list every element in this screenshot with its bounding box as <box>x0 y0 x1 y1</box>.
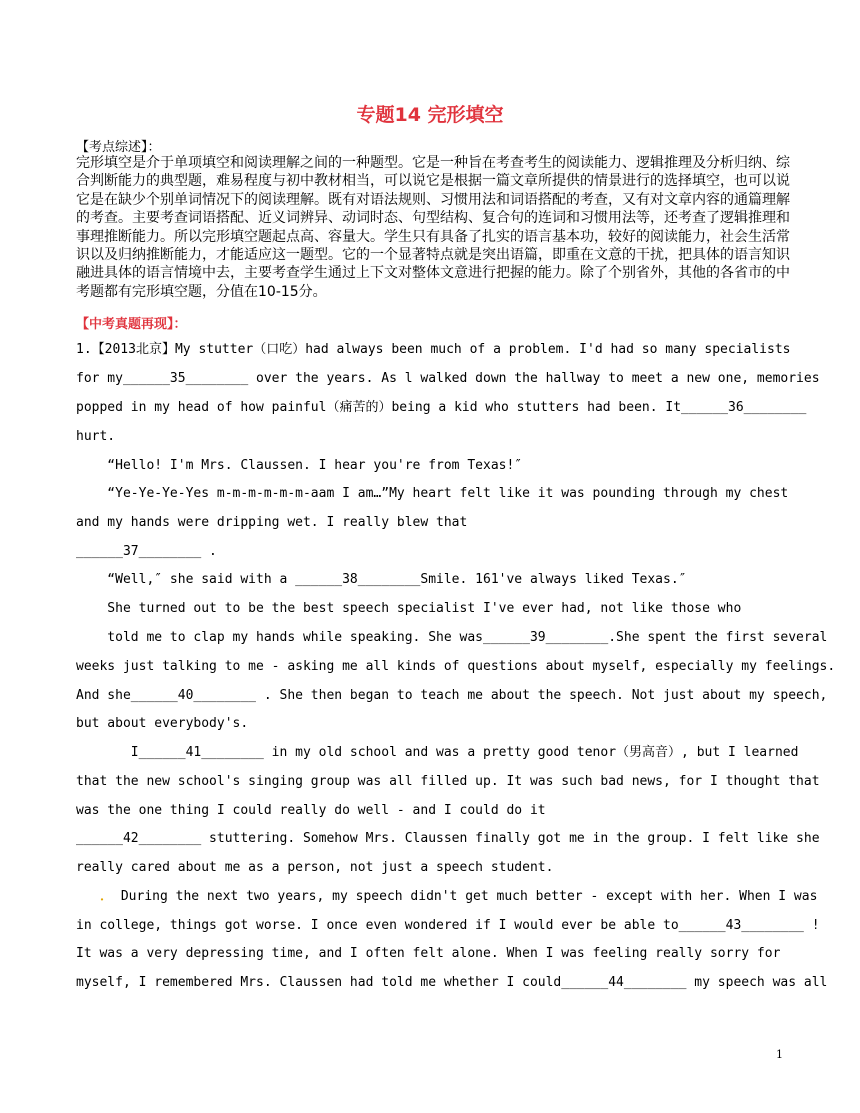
passage-line: And she______40________ . She then began to teach me about the speech. Not just about my speech, <box>76 688 828 703</box>
passage-line: that the new school's singing group was all filled up. It was such bad news, for I thought that <box>76 774 820 789</box>
passage-line: 1.【2013北京】My stutter（口吃）had always been much of a problem. I'd had so many specialists <box>76 342 791 357</box>
passage-line: She turned out to be the best speech specialist I've ever had, not like those who <box>76 601 742 616</box>
page-title: 专题14 完形填空 <box>356 104 504 126</box>
passage-line <box>100 889 817 905</box>
yellow-dot-mark: ． <box>100 889 114 904</box>
passage-line: weeks just talking to me - asking me all kinds of questions about myself, especially my feelings. <box>76 659 836 674</box>
passage-line: “Hello! I'm Mrs. Claussen. I hear you're from Texas!″ <box>76 458 523 473</box>
passage-line: really cared about me as a person, not just a speech student. <box>76 860 554 875</box>
passage-line: “Ye-Ye-Ye-Yes m-m-m-m-m-m-aam I am…”My heart felt like it was pounding through my chest <box>76 486 789 501</box>
intro-paragraph: 完形填空是介于单项填空和阅读理解之间的一种题型。它是一种旨在考查考生的阅读能力、逻辑推理及分析归纳、综合判断能力的典型题，难易程度与初中教材相当，可以说它是根据一篇文章所提供的情景进行的选择填空，也可以说它是在缺少个别单词情况下的阅读理解。既有对语法规则、习惯用法和词语搭配的考查，又有对文章内容的通篇理解的考查。主要考查词语搭配、近义词辨异、动词时态、句型结构、复合句的连词和习惯用法等，还考查了逻辑推理和事理推断能力。所以完形填空题起点高、容量大。学生只有具备了扎实的语言基本功，较好的阅读能力，社会生活常识以及归纳推断能力，才能适应这一题型。它的一个显著特点就是突出语篇，即重在文意的干扰，把具体的语言知识融进具体的语言情境中去，主要考查学生通过上下文对整体文意进行把握的能力。除了个别省外，其他的各省市的中考题都有完形填空题，分值在10-15分。 <box>76 155 790 300</box>
passage-line: but about everybody's. <box>76 716 249 731</box>
passage-line: myself, I remembered Mrs. Claussen had told me whether I could______44________ my speech was all <box>76 975 828 990</box>
passage-line: for my______35________ over the years. As l walked down the hallway to meet a new one, memories <box>76 371 820 386</box>
passage-line: I______41________ in my old school and was a pretty good tenor（男高音）, but I learned <box>76 745 799 760</box>
section-heading-overview: 【考点综述】： <box>76 140 161 155</box>
passage-line: popped in my head of how painful（痛苦的）being a kid who stutters had been. It______36________ <box>76 400 807 415</box>
passage-line: in college, things got worse. I once even wondered if I would ever be able to______43________ ! <box>76 918 820 933</box>
passage-line: ______42________ stuttering. Somehow Mrs. Claussen finally got me in the group. I felt like she <box>76 831 820 846</box>
passage-line: “Well,″ she said with a ______38________Smile. 161've always liked Texas.″ <box>76 572 687 587</box>
passage-line: and my hands were dripping wet. I really blew that <box>76 515 468 530</box>
page-number: 1 <box>776 1048 783 1061</box>
section-heading-exam-questions: 【中考真题再现】： <box>76 317 187 332</box>
passage-line: ______37________ . <box>76 544 217 559</box>
passage-line: told me to clap my hands while speaking. She was______39________.She spent the first several <box>76 630 828 645</box>
passage-line: hurt. <box>76 429 116 444</box>
passage-line-text: During the next two years, my speech didn't get much better - except with her. When I was <box>113 889 818 904</box>
passage-line: was the one thing I could really do well - and I could do it <box>76 803 546 818</box>
passage-line: It was a very depressing time, and I often felt alone. When I was feeling really sorry for <box>76 946 781 961</box>
